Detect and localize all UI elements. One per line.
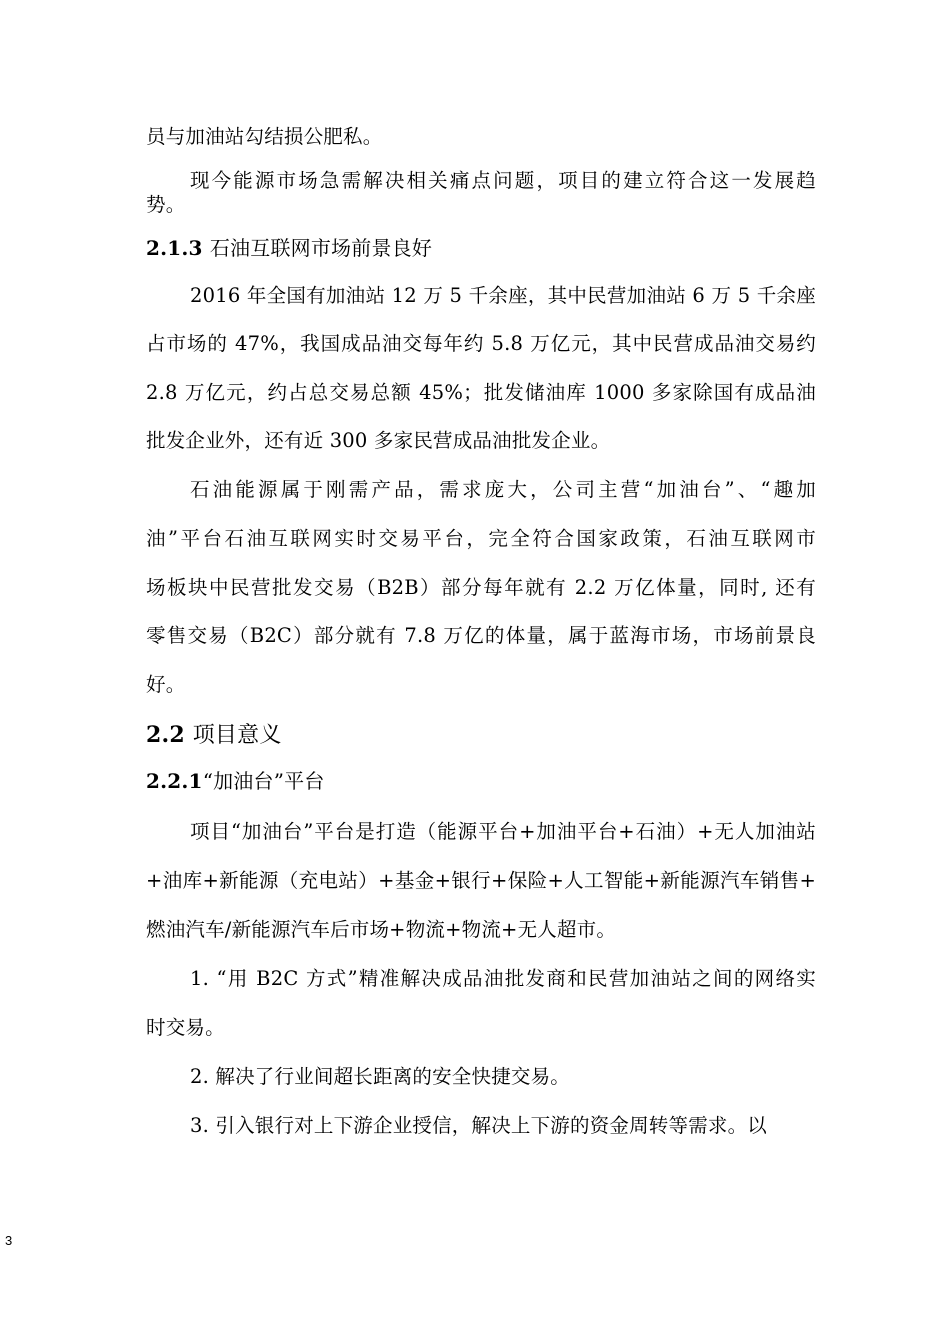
paragraph-line: 项目“加油台”平台是打造（能源平台+加油平台+石油）+无人加油站 (190, 820, 816, 843)
page-number: 3 (5, 1233, 13, 1248)
list-item-line: 1. “用 B2C 方式”精准解决成品油批发商和民营加油站之间的网络实 (190, 967, 816, 990)
list-item-line: 时交易。 (146, 1016, 225, 1039)
paragraph-line: 势。 (146, 193, 186, 216)
heading-number: 2.2 (146, 722, 185, 748)
paragraph-line: 油”平台石油互联网实时交易平台，完全符合国家政策，石油互联网市 (146, 527, 816, 550)
paragraph-line: 场板块中民营批发交易（B2B）部分每年就有 2.2 万亿体量，同时, 还有 (146, 576, 816, 599)
paragraph-line: 石油能源属于刚需产品，需求庞大，公司主营“加油台”、“趣加 (190, 478, 816, 501)
paragraph-line: 员与加油站勾结损公肥私。 (146, 125, 383, 148)
section-heading-2-2 (146, 722, 816, 749)
paragraph-line: 零售交易（B2C）部分就有 7.8 万亿的体量，属于蓝海市场，市场前景良 (146, 624, 816, 647)
heading-title: 石油互联网市场前景良好 (209, 236, 433, 260)
paragraph-line: 占市场的 47%，我国成品油交每年约 5.8 万亿元，其中民营成品油交易约 (146, 332, 816, 355)
section-heading-2-2-1 (146, 768, 816, 794)
paragraph-line: 批发企业外，还有近 300 多家民营成品油批发企业。 (146, 429, 611, 452)
list-item-line: 2. 解决了行业间超长距离的安全快捷交易。 (190, 1065, 571, 1088)
section-heading-2-1-3 (146, 235, 816, 261)
paragraph-line: 好。 (146, 673, 186, 696)
paragraph-line: 现今能源市场急需解决相关痛点问题，项目的建立符合这一发展趋 (190, 169, 816, 192)
heading-title: “加油台”平台 (202, 769, 325, 793)
heading-number: 2.1.3 (146, 236, 203, 260)
paragraph-line: 燃油汽车/新能源汽车后市场+物流+物流+无人超市。 (146, 918, 617, 941)
heading-title: 项目意义 (192, 723, 282, 748)
paragraph-line: 2.8 万亿元，约占总交易总额 45%；批发储油库 1000 多家除国有成品油 (146, 381, 816, 404)
heading-number: 2.2.1 (146, 769, 203, 793)
paragraph-line: 2016 年全国有加油站 12 万 5 千余座，其中民营加油站 6 万 5 千余座 (190, 284, 816, 307)
list-item-line: 3. 引入银行对上下游企业授信，解决上下游的资金周转等需求。以 (190, 1114, 768, 1137)
paragraph-line: +油库+新能源（充电站）+基金+银行+保险+人工智能+新能源汽车销售+ (146, 869, 816, 892)
